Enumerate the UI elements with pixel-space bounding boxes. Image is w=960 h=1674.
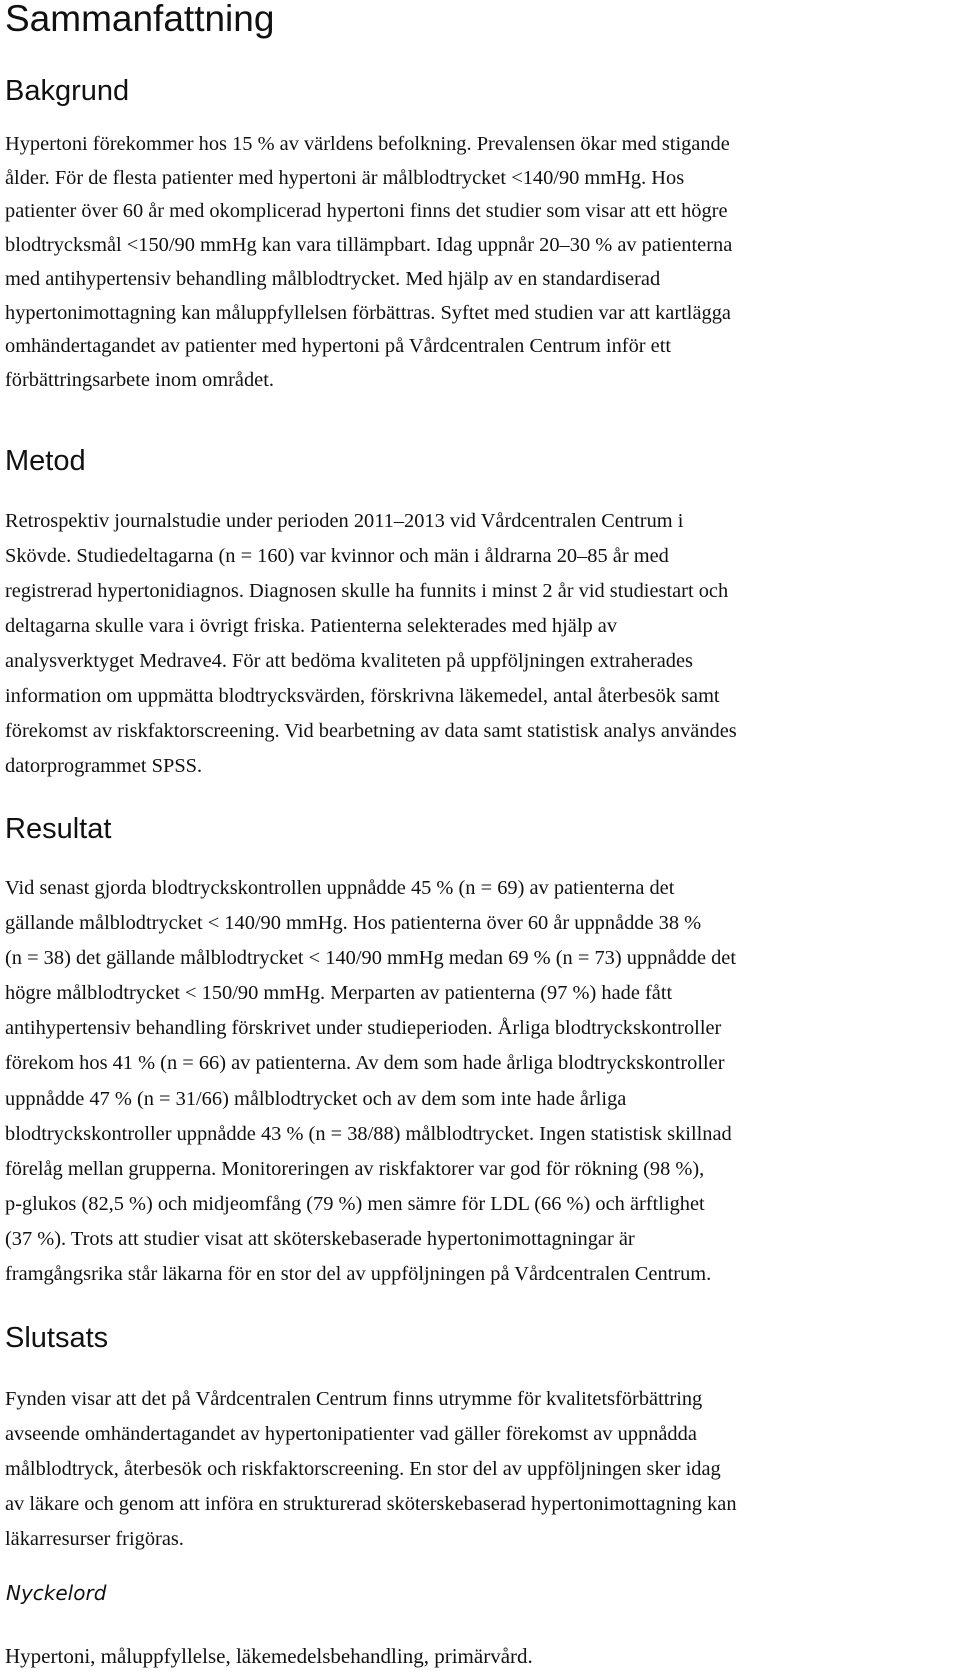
heading-metod: Metod	[5, 445, 86, 477]
text-line: p-glukos (82,5 %) och midjeomfång (79 %) men sämre för LDL (66 %) och ärftlighet	[5, 1192, 705, 1215]
paragraph-slutsats	[5, 1382, 960, 1557]
text-line: förelåg mellan grupperna. Monitoreringen av riskfaktorer var god för rökning (98 %),	[5, 1157, 705, 1180]
paragraph-bakgrund	[5, 128, 960, 398]
text-line: deltagarna skulle vara i övrigt friska. Patienterna selekterades med hjälp av	[5, 615, 618, 637]
text-line: patienter över 60 år med okomplicerad hypertoni finns det studier som visar att ett högre	[5, 200, 728, 223]
text-line: analysverktyget Medrave4. För att bedöma kvaliteten på uppföljningen extraherades	[5, 650, 693, 672]
text-line: gällande målblodtrycket < 140/90 mmHg. Hos patienterna över 60 år uppnådde 38 %	[5, 912, 702, 935]
text-line: högre målblodtrycket < 150/90 mmHg. Merparten av patienterna (97 %) hade fått	[5, 982, 673, 1005]
text-line: blodtryckskontroller uppnådde 43 % (n = 38/88) målblodtrycket. Ingen statistisk skillnad	[5, 1122, 732, 1145]
text-line: målblodtryck, återbesök och riskfaktorscreening. En stor del av uppföljningen sker idag	[5, 1458, 721, 1480]
text-line: av läkare och genom att införa en strukturerad sköterskebaserad hypertonimottagning kan	[5, 1493, 737, 1515]
text-line: Retrospektiv journalstudie under perioden 2011–2013 vid Vårdcentralen Centrum i	[5, 510, 684, 532]
keywords-text: Hypertoni, måluppfyllelse, läkemedelsbehandling, primärvård.	[5, 1644, 533, 1668]
text-line: uppnådde 47 % (n = 31/66) målblodtrycket och av dem som inte hade årliga	[5, 1087, 627, 1110]
heading-slutsats: Slutsats	[5, 1322, 109, 1354]
text-line: omhändertagandet av patienter med hypertoni på Vårdcentralen Centrum inför ett	[5, 335, 672, 358]
text-line: Fynden visar att det på Vårdcentralen Centrum finns utrymme för kvalitetsförbättring	[5, 1388, 703, 1410]
paragraph-metod	[5, 504, 960, 784]
page-title: Sammanfattning	[5, 0, 275, 39]
heading-bakgrund: Bakgrund	[5, 75, 130, 107]
text-line: ålder. För de flesta patienter med hypertoni är målblodtrycket <140/90 mmHg. Hos	[5, 166, 685, 189]
text-line: framgångsrika står läkarna för en stor del av uppföljningen på Vårdcentralen Centrum.	[5, 1263, 712, 1286]
text-line: antihypertensiv behandling förskrivet under studieperioden. Årliga blodtryckskontroller	[5, 1017, 722, 1040]
text-line: förekom hos 41 % (n = 66) av patienterna. Av dem som hade årliga blodtryckskontroller	[5, 1052, 725, 1075]
text-line: Vid senast gjorda blodtryckskontrollen uppnådde 45 % (n = 69) av patienterna det	[5, 877, 675, 899]
text-line: avseende omhändertagandet av hypertonipatienter vad gäller förekomst av uppnådda	[5, 1423, 697, 1445]
text-line: förekomst av riskfaktorscreening. Vid bearbetning av data samt statistisk analys användes	[5, 720, 737, 742]
text-line: Hypertoni förekommer hos 15 % av världens befolkning. Prevalensen ökar med stigande	[5, 133, 730, 155]
heading-resultat: Resultat	[5, 813, 112, 845]
text-line: Skövde. Studiedeltagarna (n = 160) var kvinnor och män i åldrarna 20–85 år med	[5, 545, 669, 567]
text-line: hypertonimottagning kan måluppfyllelsen förbättras. Syftet med studien var att kartlägga	[5, 301, 731, 324]
text-line: (37 %). Trots att studier visat att sköterskebaserade hypertonimottagningar är	[5, 1227, 635, 1250]
text-line: blodtrycksmål <150/90 mmHg kan vara tillämpbart. Idag uppnår 20–30 % av patienterna	[5, 234, 733, 257]
text-line: registrerad hypertonidiagnos. Diagnosen skulle ha funnits i minst 2 år vid studiestart och	[5, 580, 729, 602]
heading-nyckelord: Nyckelord	[6, 1581, 107, 1605]
text-line: datorprogrammet SPSS.	[5, 755, 203, 777]
text-line: läkarresurser frigöras.	[5, 1528, 184, 1550]
text-line: med antihypertensiv behandling målblodtrycket. Med hjälp av en standardiserad	[5, 267, 661, 290]
paragraph-resultat	[5, 871, 960, 1292]
text-line: förbättringsarbete inom området.	[5, 368, 274, 391]
text-line: information om uppmätta blodtrycksvärden, förskrivna läkemedel, antal återbesök samt	[5, 685, 720, 707]
text-line: (n = 38) det gällande målblodtrycket < 140/90 mmHg medan 69 % (n = 73) uppnådde det	[5, 947, 737, 970]
